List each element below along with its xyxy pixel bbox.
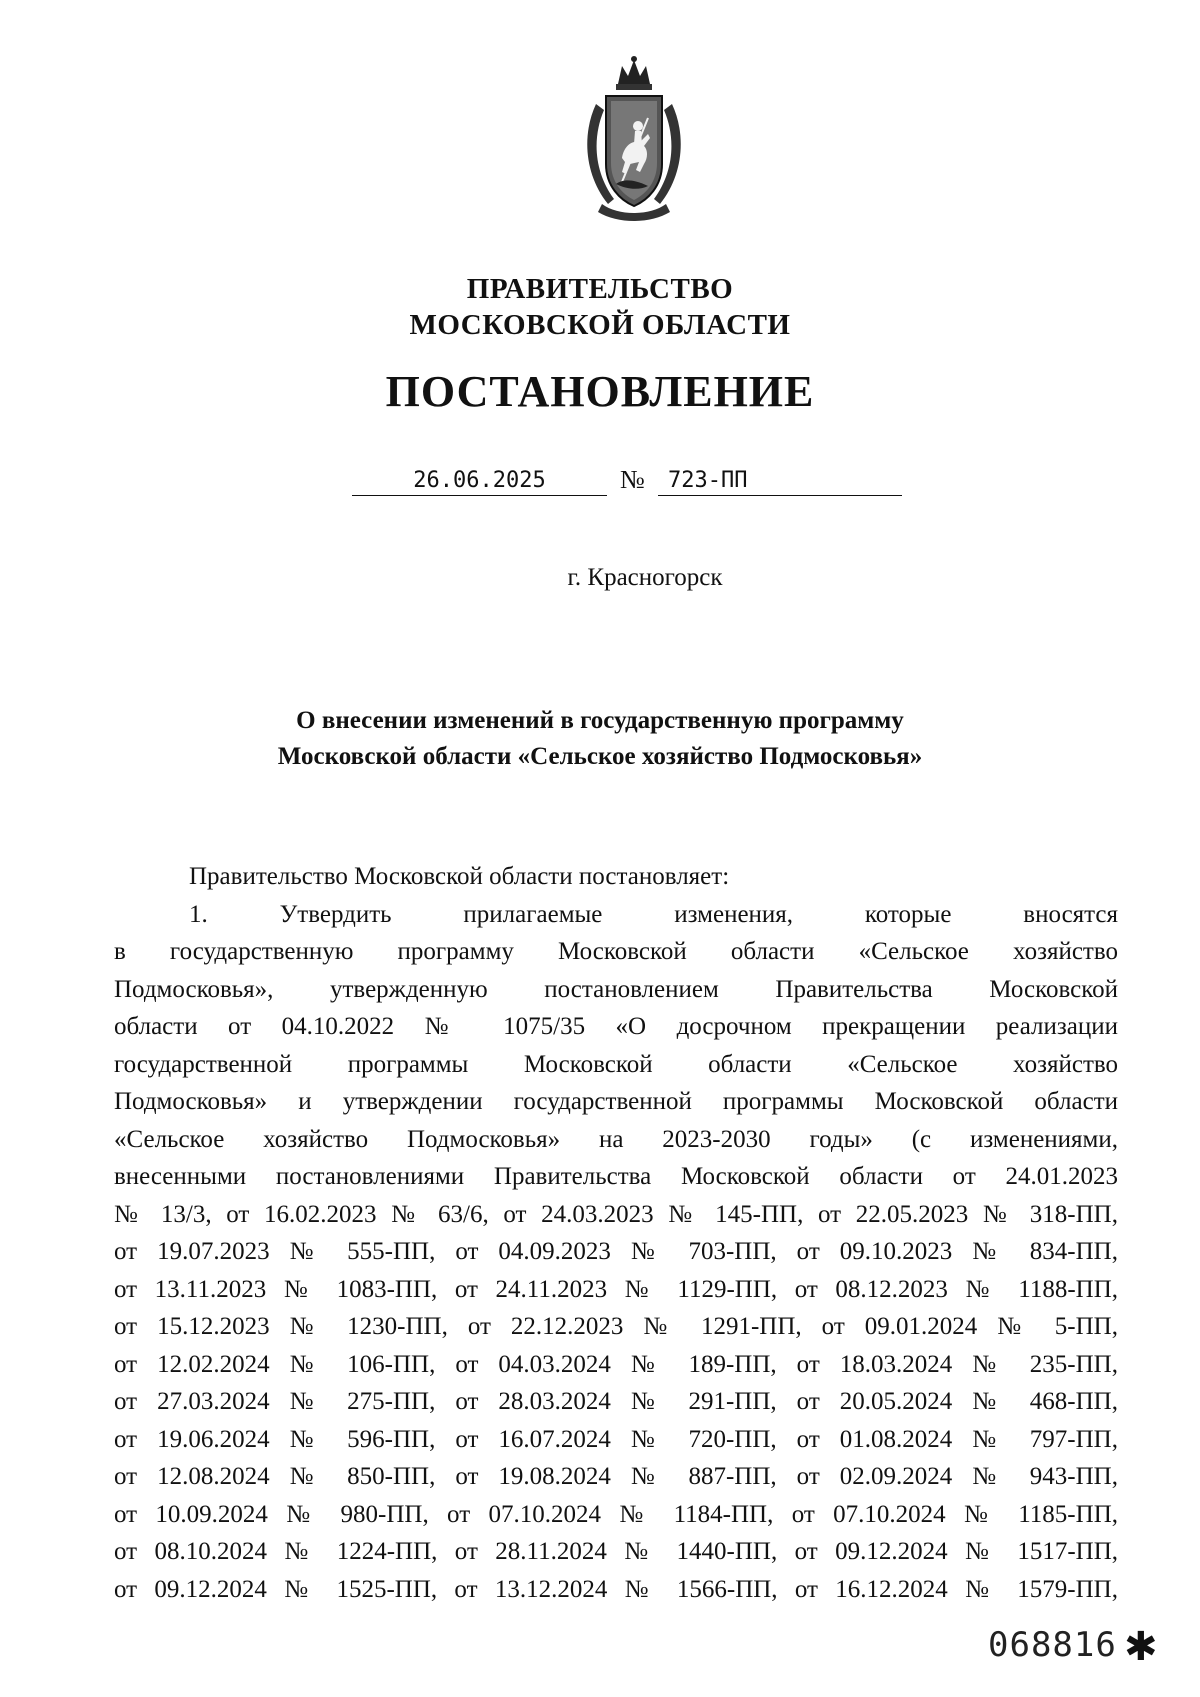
subject-line1: О внесении изменений в государственную программу bbox=[296, 707, 904, 734]
body-line: внесенными постановлениями Правительства Московской области от 24.01.2023 bbox=[114, 1163, 1118, 1190]
body-line: № 13/3, от 16.02.2023 № 63/6, от 24.03.2023 № 145-ПП, от 22.05.2023 № 318-ПП, bbox=[114, 1200, 1118, 1228]
body-line: от 13.11.2023 № 1083-ПП, от 24.11.2023 № 1129-ПП, от 08.12.2023 № 1188-ПП, bbox=[114, 1275, 1118, 1303]
body-line: от 19.06.2024 № 596-ПП, от 16.07.2024 № 720-ПП, от 01.08.2024 № 797-ПП, bbox=[114, 1425, 1118, 1453]
subject-line2: Московской области «Сельское хозяйство Подмосковья» bbox=[277, 743, 923, 770]
body-line: 1. Утвердить прилагаемые изменения, которые вносятся bbox=[189, 900, 1118, 928]
document-date: 26.06.2025 bbox=[352, 468, 607, 496]
body-line: от 19.07.2023 № 555-ПП, от 04.09.2023 № 703-ПП, от 09.10.2023 № 834-ПП, bbox=[114, 1238, 1118, 1265]
body-line: от 15.12.2023 № 1230-ПП, от 22.12.2023 № 1291-ПП, от 09.01.2024 № 5-ПП, bbox=[114, 1313, 1118, 1340]
body-line: от 12.02.2024 № 106-ПП, от 04.03.2024 № 189-ПП, от 18.03.2024 № 235-ПП, bbox=[114, 1350, 1118, 1378]
body-line: в государственную программу Московской области «Сельское хозяйство bbox=[114, 938, 1118, 965]
document-number: 723-ПП bbox=[658, 468, 902, 496]
body-line: государственной программы Московской области «Сельское хозяйство bbox=[114, 1050, 1118, 1078]
date-number-line bbox=[352, 465, 902, 500]
asterisk-mark-icon: ✱ bbox=[1124, 1624, 1158, 1670]
body-line: от 27.03.2024 № 275-ПП, от 28.03.2024 № 291-ПП, от 20.05.2024 № 468-ПП, bbox=[114, 1388, 1118, 1415]
body-line: от 09.12.2024 № 1525-ПП, от 13.12.2024 № 1566-ПП, от 16.12.2024 № 1579-ПП, bbox=[114, 1575, 1118, 1603]
body-line: от 12.08.2024 № 850-ПП, от 19.08.2024 № 887-ПП, от 02.09.2024 № 943-ПП, bbox=[114, 1463, 1118, 1490]
body-line: «Сельское хозяйство Подмосковья» на 2023-2030 годы» (с изменениями, bbox=[114, 1125, 1118, 1153]
government-title-line1: ПРАВИТЕЛЬСТВО bbox=[466, 273, 734, 305]
body-line: от 10.09.2024 № 980-ПП, от 07.10.2024 № 1184-ПП, от 07.10.2024 № 1185-ПП, bbox=[114, 1500, 1118, 1528]
body-line: области от 04.10.2022 № 1075/35 «О досрочном прекращении реализации bbox=[114, 1013, 1118, 1040]
government-title-line2: МОСКОВСКОЙ ОБЛАСТИ bbox=[409, 309, 791, 341]
body-text bbox=[114, 858, 1118, 1608]
body-line: Правительство Московской области постановляет: bbox=[189, 863, 730, 890]
body-line: Подмосковья», утвержденную постановлением Правительства Московской bbox=[114, 975, 1118, 1003]
coat-of-arms-icon bbox=[578, 54, 690, 224]
body-line: от 08.10.2024 № 1224-ПП, от 28.11.2024 № 1440-ПП, от 09.12.2024 № 1517-ПП, bbox=[114, 1538, 1118, 1565]
body-line: Подмосковья» и утверждении государственной программы Московской области bbox=[114, 1088, 1118, 1115]
document-type-title: ПОСТАНОВЛЕНИЕ bbox=[385, 367, 815, 416]
serial-number: 068816 bbox=[988, 1625, 1117, 1665]
number-sign: № bbox=[620, 465, 645, 494]
city-name: г. Красногорск bbox=[567, 564, 723, 591]
